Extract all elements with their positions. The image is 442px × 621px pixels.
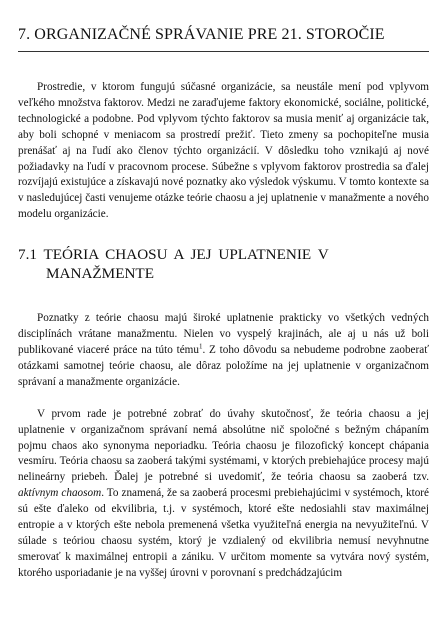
section-paragraph-1-text-b: . Z toho dôvodu sa nebudeme podrobne zaoberať otázkami samotnej teórie chaosu, ale dôraz položíme na jej uplatnenie v organizačnom správaní a manažmente organizácie. [18, 343, 429, 388]
section-paragraph-2-text-b: . To znamená, že sa zaoberá procesmi prebiehajúcimi v systémoch, ktoré sú ešte ďaleko od ekvilibria, t.j. v systémoch, ktoré ešte nedosiahli stav maximálnej entropie a v ktorých ešte nebola premenená všetka využiteľná energia na nevyužiteľnú. V súlade s teóriou chaosu systém, ktorý je vzdialený od ekvilibria nemusí nevyhnutne smerovať k maximálnej entropii a zániku. V určitom momente sa vytvára nový systém, ktorého usporiadanie je na vyššej úrovni v porovnaní s predchádzajúcim [18, 487, 429, 579]
section-title-line-1: 7.1 TEÓRIA CHAOSU A JEJ UPLATNENIE V [18, 246, 329, 264]
section-paragraph-1-text-a: Poznatky z teórie chaosu majú široké uplatnenie prakticky vo všetkých vedných disciplínách vrátane manažmentu. Nielen vo vyspelý krajinách, ale aj u nás už boli publikované viaceré práce na túto tému [18, 312, 429, 356]
section-paragraph-1 [18, 311, 429, 391]
section-title-line-2: MANAŽMENTE [46, 265, 154, 283]
footnote-marker[interactable]: 1 [198, 342, 203, 351]
section-paragraph-2 [18, 407, 429, 582]
intro-paragraph: Prostredie, v ktorom fungujú súčasné organizácie, sa neustále mení pod vplyvom veľkého množstva faktorov. Medzi ne zaraďujeme faktory ekonomické, sociálne, politické, technologické a podobne. Pod vplyvom týchto faktorov sa musia meniť aj organizácie tak, aby boli schopné v meniacom sa prostredí prežiť. Tieto zmeny sa pochopiteľne musia prenášať aj na ľudí ako členov týchto organizácií. V dôsledku toho vznikajú aj nové požiadavky na ľudí v pracovnom procese. Súbežne s vplyvom faktorov prostredia sa ďalej rozvíjajú existujúce a získavajú nové poznatky ako výsledok výskumu. V tomto kontexte sa v nasledujúcej časti venujeme otázke teórie chaosu a jej uplatnenie v manažmente a nového modelu organizácie. [18, 81, 429, 221]
chapter-title-rule [18, 51, 429, 52]
chapter-title: 7. ORGANIZAČNÉ SPRÁVANIE PRE 21. STOROČIE [18, 26, 385, 43]
section-title [18, 245, 429, 283]
emphasized-term: aktívnym chaosom [18, 487, 102, 500]
section-paragraph-2-text-a: V prvom rade je potrebné zobrať do úvahy skutočnosť, že teória chaosu a jej uplatnenie v organizačnom správaní nemá absolútne nič spoločné s bežným chápaním pojmu chaos ako synonyma neporiadku. Teória chaosu je filozofický koncept chápania vesmíru. Teória chaosu sa zaoberá takými systémami, v ktorých prebiehajúce procesy majú nelineárny priebeh. Ďalej je potrebné si uvedomiť, že teória chaosu sa zaoberá tzv. [18, 407, 429, 484]
